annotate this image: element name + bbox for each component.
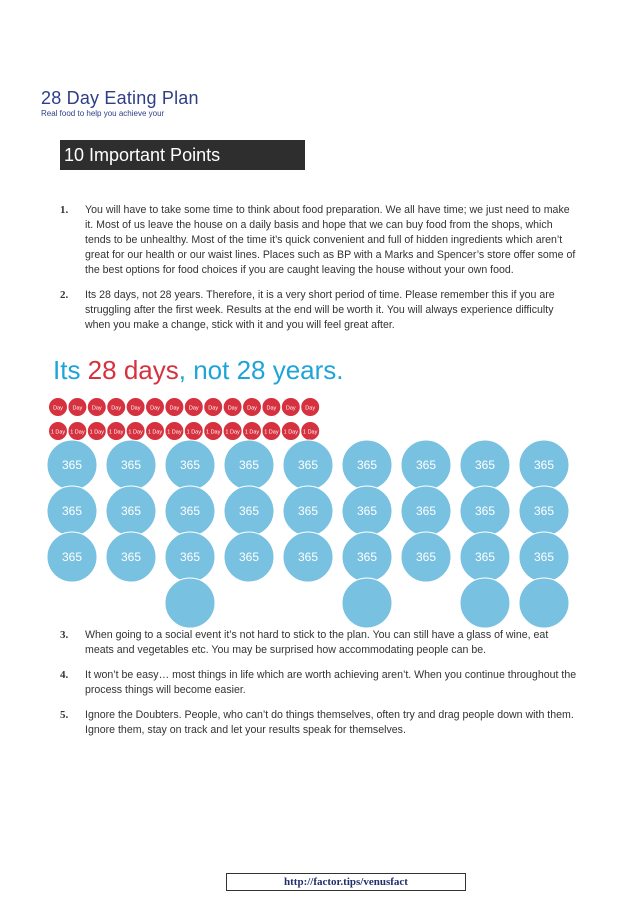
year-label: 365 (179, 550, 201, 564)
year-label: 365 (238, 550, 260, 564)
day-label: 1 Day (70, 429, 85, 436)
day-label: 1 Day (186, 429, 201, 436)
year-label: 365 (297, 458, 319, 472)
year-label: 365 (179, 504, 201, 518)
day-label: Day (53, 405, 63, 412)
day-label: Day (150, 405, 160, 412)
big-heading-part1: Its (53, 355, 88, 385)
list-item-number: 1. (60, 204, 69, 216)
year-label: 365 (61, 550, 83, 564)
day-label: 1 Day (50, 429, 66, 436)
year-label: 365 (356, 504, 378, 518)
year-circle (165, 578, 215, 628)
day-label: Day (305, 405, 316, 412)
day-label: 1 Day (264, 429, 279, 436)
year-label: 365 (533, 550, 555, 564)
year-label: 365 (415, 458, 437, 472)
day-label: Day (111, 405, 122, 412)
day-label: Day (188, 405, 199, 412)
list-item-text: It won’t be easy… most things in life which are worth achieving aren’t. When you continue throughout the process things will become easier. (85, 669, 577, 696)
day-label: 1 Day (303, 429, 318, 436)
day-label: Day (285, 405, 296, 412)
day-label: 1 Day (128, 429, 143, 436)
year-label: 365 (474, 504, 496, 518)
day-label: 1 Day (89, 429, 104, 436)
day-label: 1 Day (147, 429, 163, 436)
day-label: Day (227, 405, 238, 412)
days-vs-years-infographic (0, 390, 638, 630)
year-label: 365 (474, 550, 496, 564)
day-label: Day (72, 405, 83, 412)
list-item (60, 628, 580, 658)
points-list-part2 (60, 628, 580, 748)
list-item-number: 4. (60, 669, 69, 681)
year-label: 365 (415, 550, 437, 564)
section-title-bar: 10 Important Points (60, 140, 305, 170)
year-label: 365 (415, 504, 437, 518)
list-item-text: When going to a social event it’s not hard to stick to the plan. You can still have a glass of wine, eat meats and vegetables etc. You may be surprised how accommodating people can be. (85, 629, 549, 656)
list-item (60, 288, 580, 333)
year-label: 365 (61, 504, 83, 518)
day-label: Day (247, 405, 257, 412)
year-label: 365 (120, 458, 142, 472)
list-item-number: 3. (60, 629, 69, 641)
day-label: 1 Day (109, 429, 124, 436)
big-heading-accent: 28 days (87, 355, 179, 385)
year-label: 365 (179, 458, 201, 472)
document-subtitle: Real food to help you achieve your (41, 109, 165, 118)
day-label: 1 Day (206, 429, 221, 436)
list-item (60, 668, 580, 698)
year-label: 365 (474, 458, 496, 472)
year-label: 365 (120, 504, 142, 518)
list-item-number: 2. (60, 289, 69, 301)
year-label: 365 (120, 550, 142, 564)
year-label: 365 (238, 458, 260, 472)
day-label: 1 Day (225, 429, 240, 436)
year-label: 365 (61, 458, 83, 472)
document-header (41, 88, 199, 118)
day-label: Day (169, 405, 180, 412)
list-item-number: 5. (60, 709, 69, 721)
year-circle (460, 578, 510, 628)
list-item-text: You will have to take some time to think about food preparation. We all have time; we just need to make it. Most of us leave the house on a daily basis and hope that we can buy food from the shops, which tends to be unhealthy. Most of the time it’s quick convenient and full of hidden ingredients which aren’t great for our health or our waist lines. Places such as BP with a Marks and Spencer’s store offer some of the best options for food choices if you are caught leaving the house without your own food. (85, 204, 576, 276)
list-item (60, 203, 580, 278)
big-heading (53, 355, 344, 386)
points-list-part1 (60, 203, 580, 343)
list-item (60, 708, 580, 738)
day-label: Day (130, 405, 141, 412)
year-label: 365 (238, 504, 260, 518)
document-title: 28 Day Eating Plan (41, 88, 199, 108)
list-item-text: Ignore the Doubters. People, who can’t do things themselves, often try and drag people down with them. Ignore them, stay on track and let your results speak for themselves. (85, 709, 574, 736)
day-label: Day (266, 405, 277, 412)
day-label: 1 Day (167, 429, 182, 436)
day-label: 1 Day (244, 429, 260, 436)
year-label: 365 (356, 458, 378, 472)
year-label: 365 (297, 550, 319, 564)
day-label: 1 Day (283, 429, 298, 436)
year-label: 365 (297, 504, 319, 518)
day-label: Day (91, 405, 102, 412)
year-label: 365 (533, 504, 555, 518)
year-circle (519, 578, 569, 628)
year-circle (342, 578, 392, 628)
year-label: 365 (533, 458, 555, 472)
list-item-text: Its 28 days, not 28 years. Therefore, it is a very short period of time. Please remember this if you are struggling after the first week. Results at the end will be worth it. You will always experience difficulty when you make a change, stick with it and you will feel great after. (85, 289, 555, 331)
big-heading-part3: , not 28 years. (178, 355, 344, 385)
footer-link[interactable]: http://factor.tips/venusfact (226, 873, 466, 891)
day-label: Day (208, 405, 219, 412)
year-label: 365 (356, 550, 378, 564)
